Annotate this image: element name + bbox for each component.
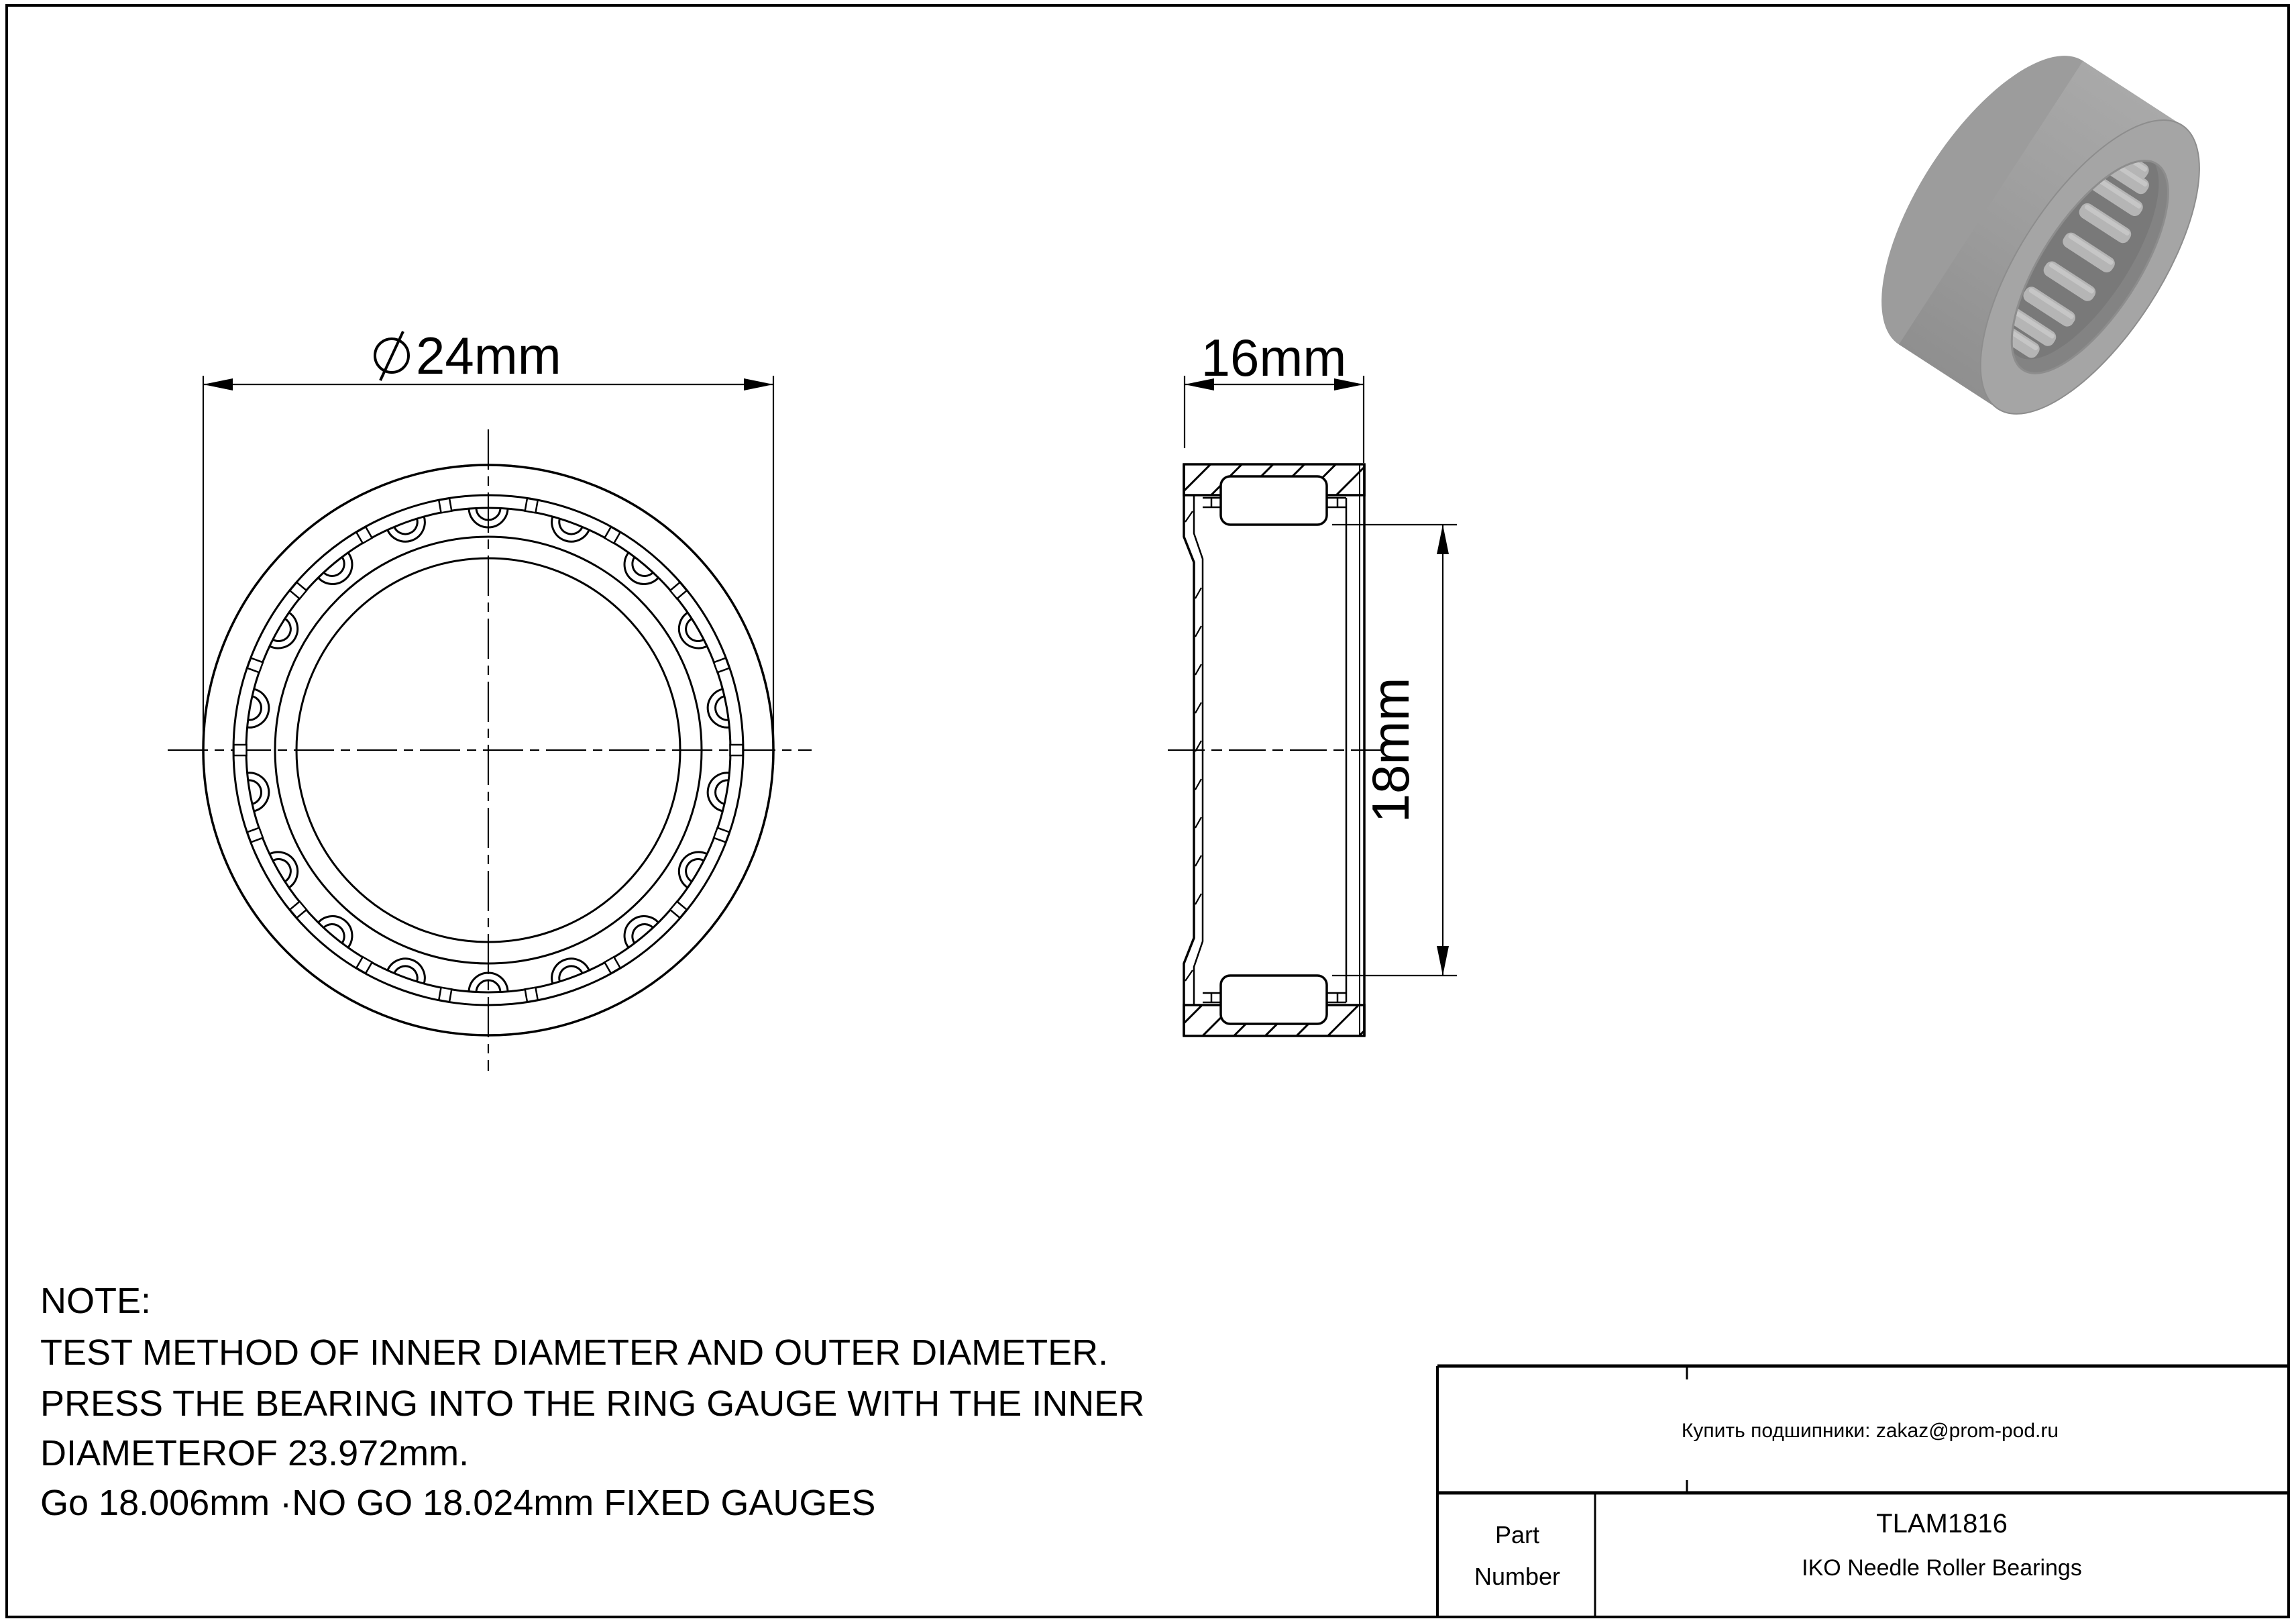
bore-label: 18mm xyxy=(1361,677,1420,823)
part-description: IKO Needle Roller Bearings xyxy=(1802,1555,2082,1581)
roller-arc xyxy=(552,959,590,984)
diameter-symbol-icon xyxy=(375,331,408,380)
roller-arc xyxy=(686,859,704,882)
part-label-line1: Part xyxy=(1494,1521,1540,1549)
part-label-line2: Number xyxy=(1474,1563,1561,1590)
roller-arc xyxy=(269,852,298,888)
roller-arc xyxy=(633,557,653,576)
note-block xyxy=(40,1281,1144,1523)
roller-arc xyxy=(552,516,590,541)
wall-hatch-tick xyxy=(1195,817,1201,828)
note-line-4: DIAMETEROF 23.972mm. xyxy=(40,1433,470,1473)
roller-arc xyxy=(323,924,344,943)
wall-hatch-tick xyxy=(1195,626,1201,637)
arrowhead-left xyxy=(203,378,233,390)
note-line-5: Go 18.006mm ·NO GO 18.024mm FIXED GAUGES xyxy=(40,1483,876,1523)
wall-hatch-tick xyxy=(1195,588,1201,598)
wall-hatch-tick xyxy=(1195,855,1201,866)
width-dimension xyxy=(1185,328,1364,463)
cage-notch xyxy=(290,902,307,918)
cage-notch xyxy=(290,582,307,598)
wall-hatch-tick xyxy=(1195,779,1201,790)
roller-arc xyxy=(686,619,704,641)
bearing-3d-render xyxy=(1840,23,2241,448)
wall-hatch-tick xyxy=(1185,511,1193,522)
roller-arc xyxy=(387,959,425,984)
roller-arc xyxy=(679,852,708,888)
bore-dimension xyxy=(1332,525,1457,976)
wall-hatch-tick xyxy=(1185,970,1193,981)
note-line-2: TEST METHOD OF INNER DIAMETER AND OUTER DIAMETER. xyxy=(40,1332,1109,1373)
cage-notch xyxy=(439,499,451,513)
cage-notch xyxy=(670,902,687,918)
needle-roller-section-top xyxy=(1221,476,1327,525)
cage-notch xyxy=(714,658,729,673)
side-section-view xyxy=(1168,464,1383,1036)
cage-notch xyxy=(670,582,687,598)
width-label: 16mm xyxy=(1201,328,1347,387)
note-line-3: PRESS THE BEARING INTO THE RING GAUGE WITH THE INNER xyxy=(40,1383,1145,1424)
cage-notch xyxy=(439,988,451,1002)
cage-notch xyxy=(525,988,538,1002)
wall-hatch-tick xyxy=(1195,664,1201,675)
note-line-1: NOTE: xyxy=(40,1281,152,1321)
wall-hatch-tick xyxy=(1195,702,1201,713)
part-number-value: TLAM1816 xyxy=(1876,1509,2008,1538)
cage-notch xyxy=(730,745,743,755)
roller-arc xyxy=(323,557,344,576)
front-view xyxy=(168,429,812,1071)
arrowhead-top xyxy=(1437,525,1449,554)
cage-notch xyxy=(248,828,263,843)
roller-arc xyxy=(387,516,425,541)
roller-arc xyxy=(269,612,298,648)
arrowhead-bottom xyxy=(1437,946,1449,976)
outer-diameter-label: 24mm xyxy=(416,326,561,385)
wall-hatch-tick xyxy=(1195,894,1201,904)
cage-notch xyxy=(234,745,247,755)
roller-arc xyxy=(679,612,708,648)
title-block xyxy=(1437,1366,2289,1618)
arrowhead-right xyxy=(744,378,773,390)
roller-arc xyxy=(633,924,653,943)
needle-roller-section-bottom xyxy=(1221,976,1327,1024)
contact-email-text: Купить подшипники: zakaz@prom-pod.ru xyxy=(1681,1420,2059,1442)
roller-arc xyxy=(272,859,290,882)
cage-notch xyxy=(714,828,729,843)
cage-notch xyxy=(525,499,538,513)
cage-notch xyxy=(248,658,263,673)
roller-arc xyxy=(272,619,290,641)
